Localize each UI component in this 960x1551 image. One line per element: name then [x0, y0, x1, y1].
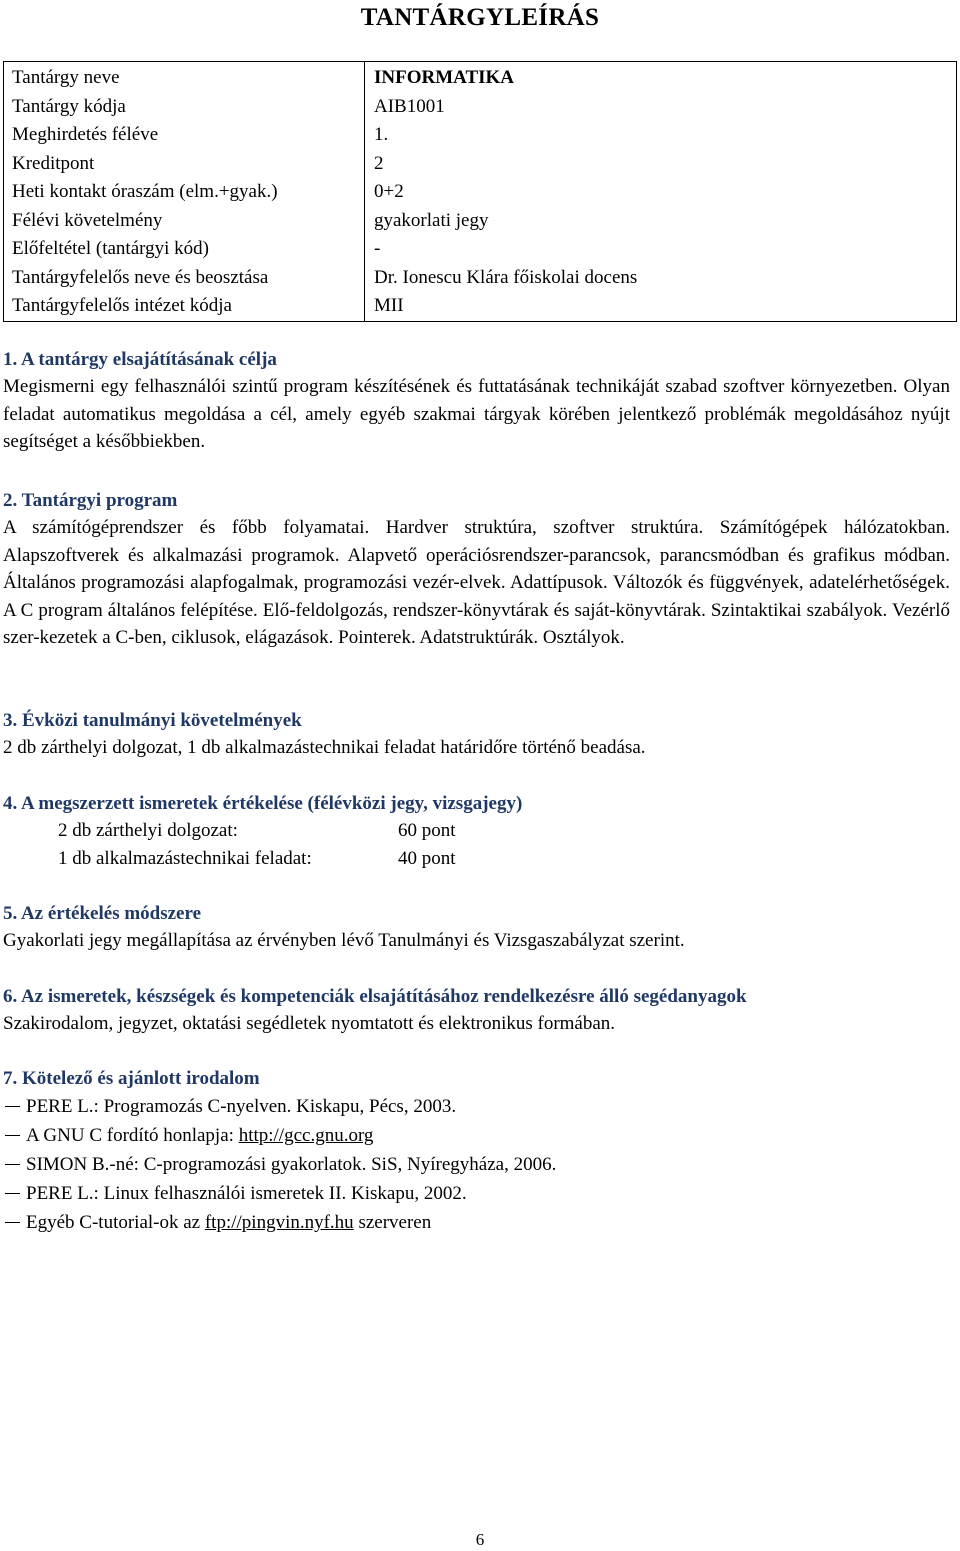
section-materials — [3, 983, 950, 1038]
reference-text: Egyéb C-tutorial-ok az — [26, 1212, 201, 1233]
row-key: Heti kontakt óraszám (elm.+gyak.) — [4, 178, 365, 207]
grade-points: 40 pont — [398, 847, 456, 869]
section-heading: 3. Évközi tanulmányi követelmények — [3, 710, 302, 731]
row-value: 2 — [374, 152, 384, 174]
section-heading: 1. A tantárgy elsajátításának célja — [3, 349, 277, 370]
row-key: Meghirdetés féléve — [4, 121, 365, 150]
section-text: Megismerni egy felhasználói szintű program készítésének és futtatásának technikáját szabad szoftver környezetben. Olyan feladat automatikus megoldása a cél, amely egyéb szakmai tárgyak körében jelentkező problémák megoldásához nyújt segítséget a későbbiekben. — [3, 376, 950, 452]
document-title: TANTÁRGYLEÍRÁS — [360, 4, 600, 31]
grade-row — [3, 845, 950, 873]
row-key: Tantárgyfelelős neve és beosztása — [4, 264, 365, 293]
dash-bullet — [5, 1135, 20, 1136]
row-value: gyakorlati jegy — [374, 209, 489, 231]
dash-bullet — [5, 1164, 20, 1165]
section-method — [3, 900, 950, 955]
section-literature — [3, 1065, 950, 1237]
section-text: A számítógéprendszer és főbb folyamatai. Hardver struktúra, szoftver struktúra. Számítógépek hálózatokban. Alapszoftverek és alkalmazási programok. Alapvető operációsrendszer-parancsok, parancsmódban és grafikus módban. Általános programozási alapfogalmak, programozási vezér-elvek. Adattípusok. Változók és függvények, adatelérhetőségek. A C program általános felépítése. Elő-feldolgozás, rendszer-könyvtárak és saját-könyvtárak. Szintaktikai szabályok. Vezérlő szer-kezetek a C-ben, ciklusok, elágazások. Pointerek. Adatstruktúrák. Osztályok. — [3, 517, 950, 648]
grade-points: 60 pont — [398, 820, 456, 841]
section-program — [3, 487, 950, 652]
list-item — [3, 1208, 950, 1237]
page-number: 6 — [475, 1530, 485, 1549]
list-item — [3, 1121, 950, 1150]
section-requirements — [3, 707, 950, 762]
reference-link[interactable]: http://gcc.gnu.org — [238, 1125, 374, 1146]
grade-label: 2 db zárthelyi dolgozat: — [58, 820, 238, 841]
reference-text: A GNU C fordító honlapja: — [26, 1125, 234, 1146]
row-key: Félévi követelmény — [4, 207, 365, 236]
table-row — [4, 178, 957, 207]
section-heading: 5. Az értékelés módszere — [3, 903, 202, 924]
section-heading: 2. Tantárgyi program — [3, 490, 178, 511]
section-text: Gyakorlati jegy megállapítása az érvényben lévő Tanulmányi és Vizsgaszabályzat szerint. — [3, 930, 685, 951]
table-row — [4, 264, 957, 293]
row-value: 0+2 — [374, 181, 404, 203]
list-item — [3, 1092, 950, 1121]
table-row — [4, 62, 957, 93]
row-value: - — [374, 238, 381, 260]
section-goal — [3, 346, 950, 456]
table-row — [4, 292, 957, 321]
list-item — [3, 1179, 950, 1208]
dash-bullet — [5, 1106, 20, 1107]
dash-bullet — [5, 1193, 20, 1194]
row-key: Előfeltétel (tantárgyi kód) — [4, 235, 365, 264]
table-row — [4, 235, 957, 264]
reference-text: SIMON B.-né: C-programozási gyakorlatok. SiS, Nyíregyháza, 2006. — [26, 1154, 557, 1175]
reference-list — [3, 1092, 950, 1237]
section-text: Szakirodalom, jegyzet, oktatási segédletek nyomtatott és elektronikus formában. — [3, 1013, 616, 1034]
dash-bullet — [5, 1222, 20, 1223]
section-heading: 4. A megszerzett ismeretek értékelése (félévközi jegy, vizsgajegy) — [3, 793, 523, 814]
row-value: Dr. Ionescu Klára főiskolai docens — [374, 266, 638, 288]
list-item — [3, 1150, 950, 1179]
reference-link[interactable]: ftp://pingvin.nyf.hu — [204, 1212, 354, 1233]
row-key: Tantárgyfelelős intézet kódja — [4, 292, 365, 321]
section-heading: 7. Kötelező és ajánlott irodalom — [3, 1068, 260, 1089]
row-value: INFORMATIKA — [374, 67, 515, 89]
table-row — [4, 150, 957, 179]
reference-text: PERE L.: Programozás C-nyelven. Kiskapu, Pécs, 2003. — [26, 1096, 457, 1117]
reference-text: PERE L.: Linux felhasználói ismeretek II. Kiskapu, 2002. — [26, 1183, 467, 1204]
grade-label: 1 db alkalmazástechnikai feladat: — [58, 847, 312, 869]
row-value: MII — [374, 295, 404, 317]
section-evaluation — [3, 790, 950, 872]
row-value: AIB1001 — [374, 95, 445, 117]
grade-row — [3, 817, 950, 845]
table-row — [4, 93, 957, 122]
table-row — [4, 207, 957, 236]
reference-text-after: szerveren — [358, 1212, 432, 1233]
row-key: Tantárgy kódja — [4, 93, 365, 122]
section-text: 2 db zárthelyi dolgozat, 1 db alkalmazástechnikai feladat határidőre történő beadása. — [3, 737, 646, 758]
row-value: 1. — [374, 124, 389, 146]
table-row — [4, 121, 957, 150]
section-heading: 6. Az ismeretek, készségek és kompetenciák elsajátításához rendelkezésre álló segédanyagok — [3, 986, 747, 1007]
course-info-table — [3, 61, 957, 322]
row-key: Kreditpont — [4, 150, 365, 179]
row-key: Tantárgy neve — [4, 62, 365, 93]
